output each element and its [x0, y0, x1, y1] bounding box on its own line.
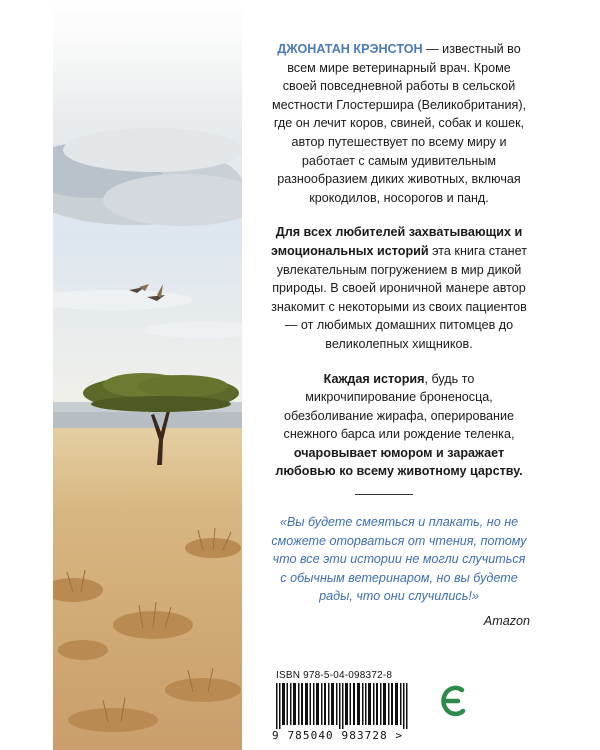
stories-bold-1: Каждая история — [323, 371, 425, 386]
divider-rule — [355, 494, 413, 495]
stories-paragraph — [270, 370, 528, 482]
description-column — [270, 40, 528, 497]
isbn-label: ISBN 978-5-04-098372-8 — [276, 670, 393, 681]
review-quote: «Вы будете смеяться и плакать, но не сможете оторваться от чтения, потому что все эти истории не могли случиться с обычным ветеринаром, но вы будете рады, что они случились!» — [271, 515, 527, 604]
author-name: ДЖОНАТАН КРЭНСТОН — [277, 42, 423, 56]
review-source: Amazon — [483, 614, 530, 628]
author-paragraph — [270, 40, 528, 207]
eksmo-logo-icon — [438, 684, 468, 718]
intro-text: эта книга станет увлекательным погружением в мир дикой природы. В своей ироничной манере автор знакомит с некоторыми из своих пациентов — от любимых домашних питомцев до великолепных хищников. — [271, 243, 527, 351]
savanna-photo — [53, 0, 242, 750]
barcode-bars — [276, 683, 410, 729]
stories-text: , будь то микрочипирование броненосца, обезболивание жирафа, оперирование снежного барса или рождение теленка, — [283, 371, 515, 442]
intro-bold: Для всех любителей захватывающих и эмоциональных историй — [271, 225, 523, 258]
barcode-digits: 9 785040 983728 > — [272, 729, 404, 742]
stories-bold-2: очаровывает юмором и заражает любовью ко всему животному царству. — [275, 445, 523, 479]
intro-paragraph — [270, 223, 528, 353]
author-bio: — известный во всем мире ветеринарный врач. Кроме своей повседневной работы в сельской местности Глостершира (Великобритания), где он лечит коров, свиней, собак и кошек, автор путешествует по всему миру и работает с самым удивительным разнообразием диких животных, включая крокодилов, носорогов и панд. — [271, 42, 527, 205]
